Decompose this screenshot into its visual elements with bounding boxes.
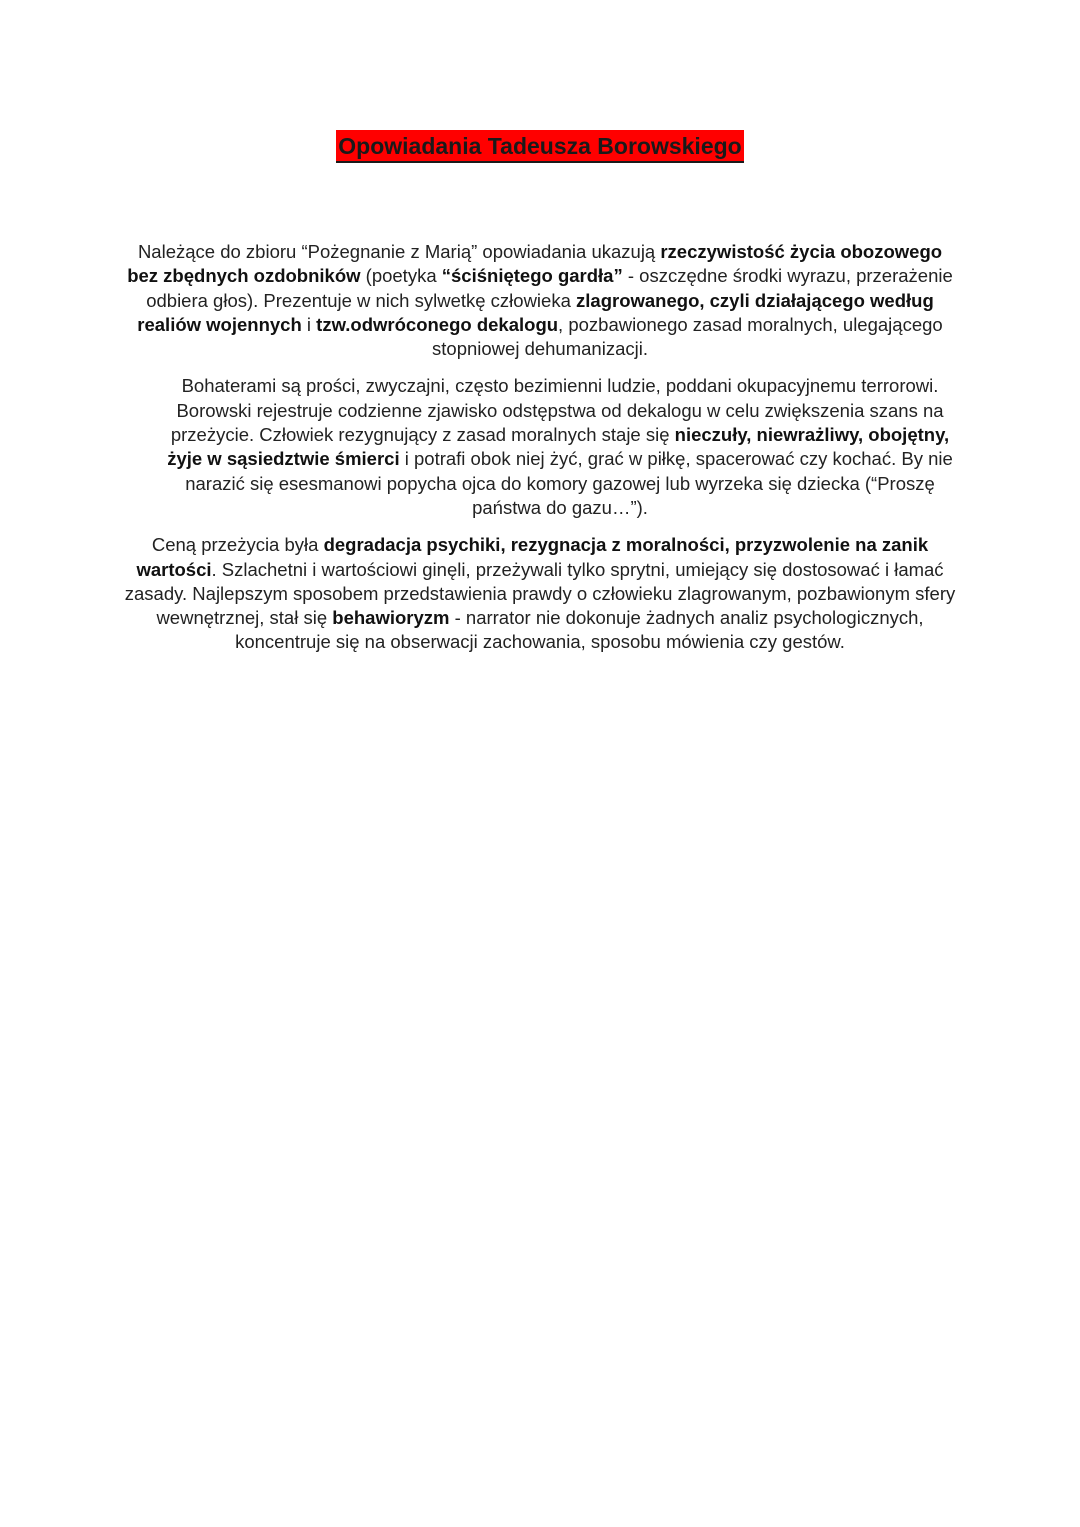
bold-text-segment: “ściśniętego gardła” xyxy=(441,265,623,287)
text-segment: Ceną przeżycia była xyxy=(151,534,324,556)
bold-text-segment: behawioryzm xyxy=(332,607,450,629)
document-body xyxy=(120,240,960,668)
paragraph-2 xyxy=(120,374,960,520)
bold-text-segment: rzeczywistość życia obozowego bez zbędnych ozdobników xyxy=(127,241,943,287)
text-segment: i xyxy=(301,313,317,335)
bold-text-segment: zlagrowanego, czyli działającego według realiów wojennych xyxy=(137,289,934,335)
bold-text-segment: degradacja psychiki, rezygnacja z moralności, przyzwolenie na zanik wartości xyxy=(136,534,929,580)
text-segment: Należące do zbioru “Pożegnanie z Marią” opowiadania ukazują xyxy=(137,241,661,262)
text-segment: Bohaterami są prości, zwyczajni, często bezimienni ludzie, poddani okupacyjnemu terrorowi. Borowski rejestruje codzienne zjawisko odstępstwa od dekalogu w celu zwiększenia szans na przeżycie. Człowiek rezygnujący z zasad moralnych staje się xyxy=(170,375,944,446)
title-container xyxy=(0,130,1080,163)
paragraph-1 xyxy=(120,240,960,361)
bold-text-segment: tzw.odwróconego dekalogu xyxy=(316,313,559,335)
document-title: Opowiadania Tadeusza Borowskiego xyxy=(336,130,743,163)
text-segment: , pozbawionego zasad moralnych, ulegającego stopniowej dehumanizacji. xyxy=(432,313,943,360)
text-segment: . Szlachetni i wartościowi ginęli, przeżywali tylko sprytni, umiejący się dostosować i łamać zasady. Najlepszym sposobem przedstawienia prawdy o człowieku zlagrowanym, pozbawionym sfery wewnętrznej, stał się xyxy=(124,558,956,629)
text-segment: - narrator nie dokonuje żadnych analiz psychologicznych, koncentruje się na obserwacji zachowania, sposobu mówienia czy gestów. xyxy=(235,607,924,653)
paragraph-3 xyxy=(120,533,960,654)
text-segment: - oszczędne środki wyrazu, przerażenie odbiera głos). Prezentuje w nich sylwetkę człowieka xyxy=(146,265,953,311)
bold-text-segment: nieczuły, niewrażliwy, obojętny, żyje w sąsiedztwie śmierci xyxy=(167,424,950,470)
text-segment: (poetyka xyxy=(360,265,442,287)
text-segment: i potrafi obok niej żyć, grać w piłkę, spacerować czy kochać. By nie narazić się esesmanowi popycha ojca do komory gazowej lub wyrzeka się dziecka (“Proszę państwa do gazu…”). xyxy=(185,448,953,518)
